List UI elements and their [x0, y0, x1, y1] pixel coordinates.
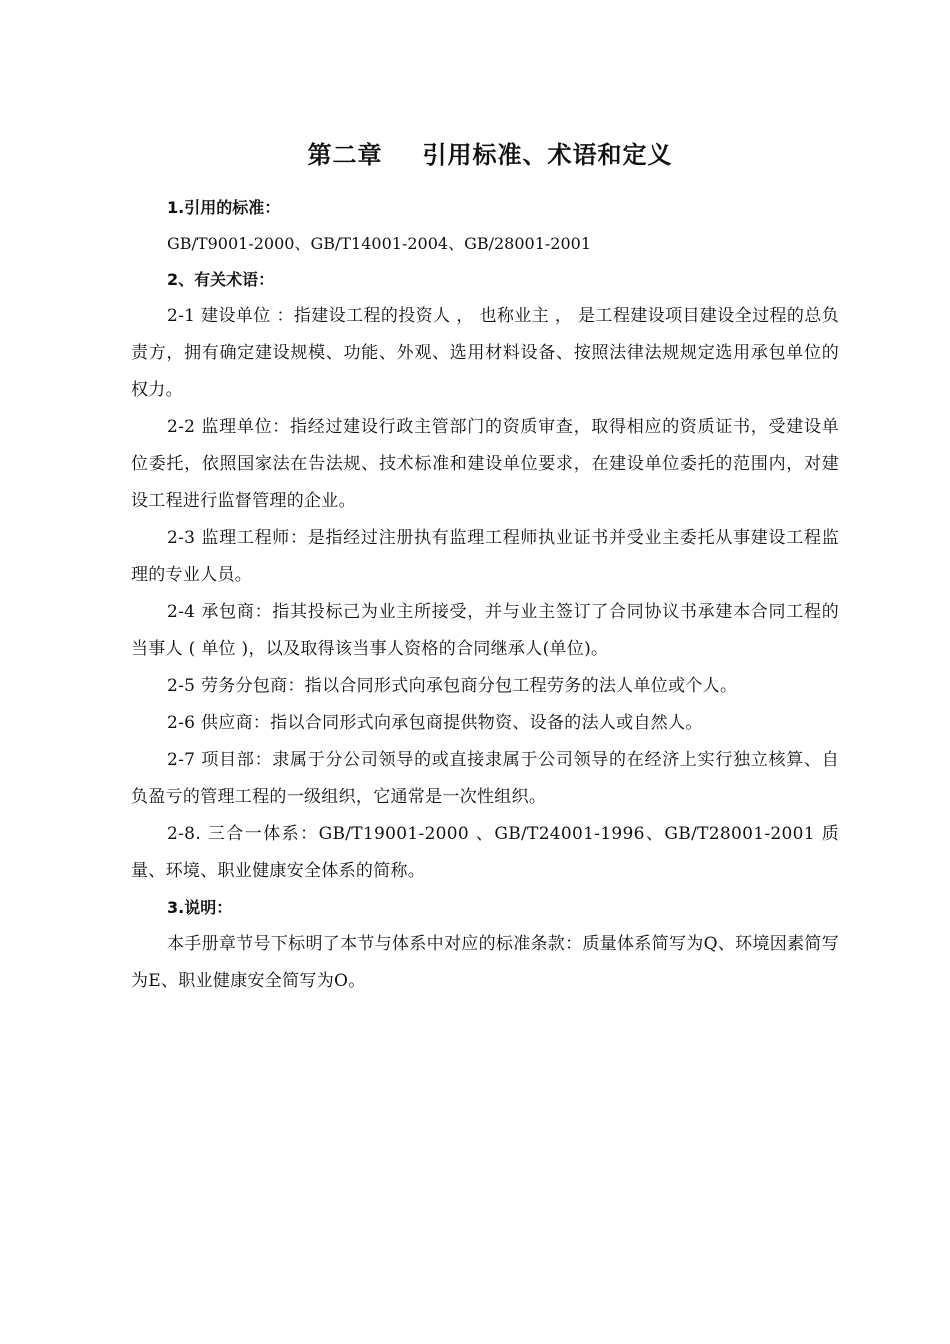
referenced-standards-list: GB/T9001-2000、GB/T14001-2004、GB/28001-2001: [167, 234, 592, 253]
term-paragraph: 2-8. 三合一体系：GB/T19001-2000 、GB/T24001-1996、GB/T28001-2001 质量、环境、职业健康安全体系的简称。: [131, 824, 839, 881]
term-paragraph: 2-1 建设单位 ：指建设工程的投资人 ， 也称业主 ， 是工程建设项目建设全过程的总负责方，拥有确定建设规模、功能、外观、选用材料设备、按照法律法规规定选用承包单位的权力。: [131, 306, 839, 400]
term-paragraph: 2-2 监理单位：指经过建设行政主管部门的资质审查，取得相应的资质证书，受建设单位委托，依照国家法在告法规、技术标准和建设单位要求，在建设单位委托的范围内，对建设工程进行监督管理的企业。: [131, 417, 839, 511]
term-paragraph: 2-3 监理工程师：是指经过注册执有监理工程师执业证书并受业主委托从事建设工程监理的专业人员。: [131, 528, 839, 585]
document-body: [131, 190, 839, 1000]
section-referenced-standards-heading: 1.引用的标准：: [167, 198, 281, 217]
chapter-number: 第二章: [307, 141, 383, 169]
term-paragraph: 2-7 项目部：隶属于分公司领导的或直接隶属于公司领导的在经济上实行独立核算、自负盈亏的管理工程的一级组织，它通常是一次性组织。: [131, 750, 839, 807]
chapter-name: 引用标准、术语和定义: [422, 141, 673, 169]
chapter-title: [0, 135, 950, 175]
section-terms-heading: 2、有关术语：: [167, 270, 275, 289]
term-paragraph: 2-4 承包商：指其投标己为业主所接受，并与业主签订了合同协议书承建本合同工程的当事人 ( 单位 )，以及取得该当事人资格的合同继承人(单位)。: [131, 602, 839, 659]
notes-paragraph: 本手册章节号下标明了本节与体系中对应的标准条款：质量体系简写为Q、环境因素简写为E、职业健康安全简写为O。: [131, 934, 839, 991]
term-paragraph: 2-5 劳务分包商：指以合同形式向承包商分包工程劳务的法人单位或个人。: [167, 676, 738, 696]
section-notes-heading: 3.说明：: [167, 898, 233, 917]
term-paragraph: 2-6 供应商：指以合同形式向承包商提供物资、设备的法人或自然人。: [167, 713, 703, 733]
